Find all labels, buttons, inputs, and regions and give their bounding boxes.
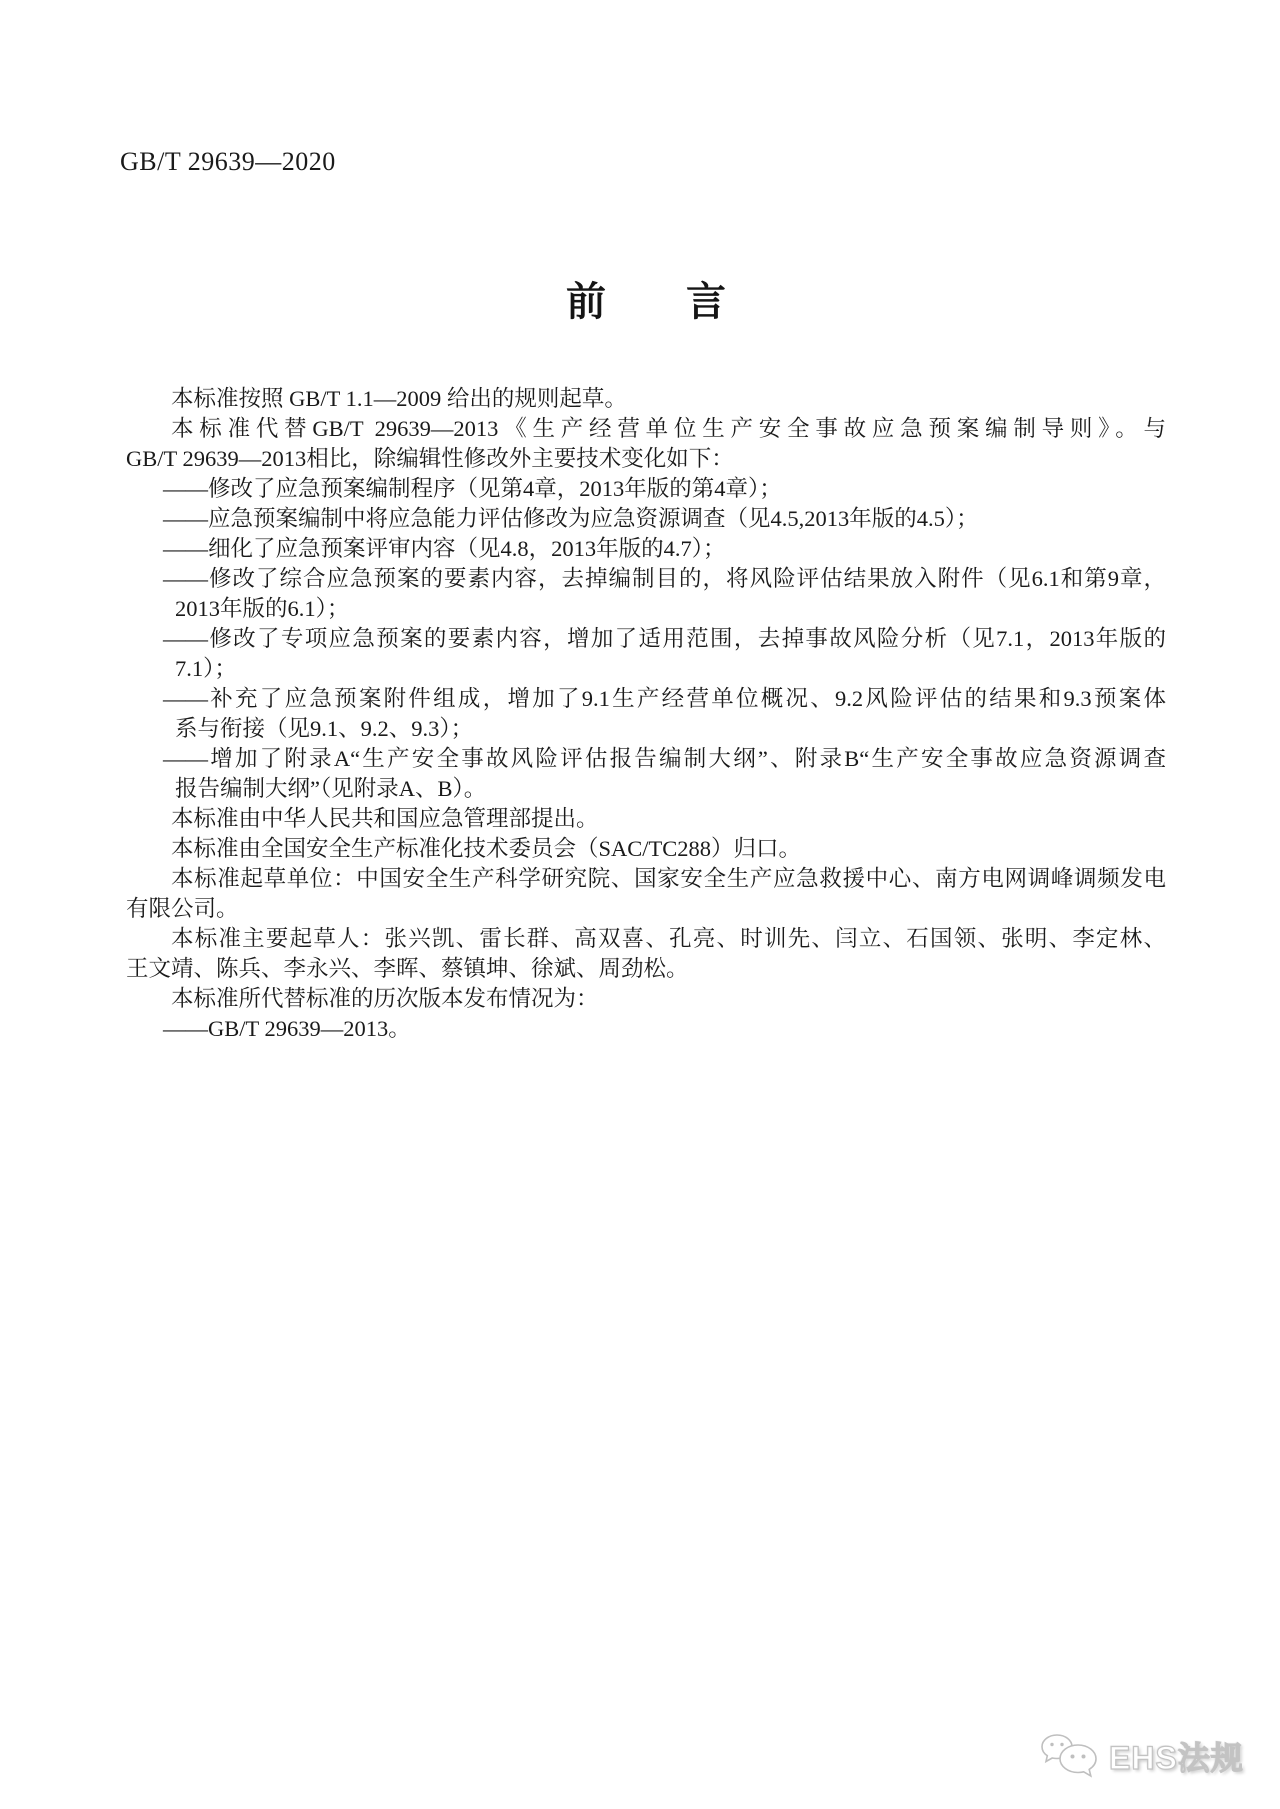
text-line: ——GB/T 29639—2013。	[163, 1016, 411, 1041]
foreword-body	[126, 384, 1166, 1044]
text-line: 本标准主要起草人：张兴凯、雷长群、高双喜、孔亮、时训先、闫立、石国领、张明、李定林、	[171, 926, 1166, 951]
watermark-label: EHS法规	[1109, 1740, 1244, 1776]
text-line: ——修改了综合应急预案的要素内容，去掉编制目的，将风险评估结果放入附件（见6.1和第9章，	[163, 566, 1166, 591]
text-line: ——应急预案编制中将应急能力评估修改为应急资源调查（见4.5,2013年版的4.5）；	[163, 506, 979, 531]
text-line: ——补充了应急预案附件组成，增加了9.1生产经营单位概况、9.2风险评估的结果和9.3预案体	[163, 686, 1166, 711]
text-line: ——修改了专项应急预案的要素内容，增加了适用范围，去掉事故风险分析（见7.1，2013年版的	[163, 626, 1166, 651]
wechat-icon	[1036, 1731, 1102, 1781]
text-line: 本标准由全国安全生产标准化技术委员会（SAC/TC288）归口。	[171, 836, 802, 861]
standard-number: GB/T 29639—2020	[120, 147, 336, 176]
text-line: ——增加了附录A“生产安全事故风险评估报告编制大纲”、附录B“生产安全事故应急资源调查	[163, 746, 1166, 771]
text-line: 王文靖、陈兵、李永兴、李晖、蔡镇坤、徐斌、周劲松。	[126, 956, 689, 981]
text-line: 本标准由中华人民共和国应急管理部提出。	[171, 806, 599, 831]
text-line: 系与衔接（见9.1、9.2、9.3）；	[175, 716, 474, 741]
text-line: 本标准代替GB/T 29639—2013《生产经营单位生产安全事故应急预案编制导则》。与	[171, 416, 1166, 441]
page-title: 前 言	[566, 280, 726, 324]
text-line: 本标准起草单位：中国安全生产科学研究院、国家安全生产应急救援中心、南方电网调峰调频发电	[171, 866, 1166, 891]
text-line: GB/T 29639—2013相比，除编辑性修改外主要技术变化如下：	[126, 446, 734, 471]
text-line: 报告编制大纲”（见附录A、B）。	[175, 776, 487, 801]
watermark	[1036, 1731, 1244, 1781]
text-line: 本标准按照 GB/T 1.1—2009 给出的规则起草。	[171, 386, 627, 411]
text-line: ——修改了应急预案编制程序（见第4章，2013年版的第4章）；	[163, 476, 782, 501]
text-line: 有限公司。	[126, 896, 239, 921]
text-line: 7.1）；	[175, 656, 237, 681]
text-line: 2013年版的6.1）；	[175, 596, 350, 621]
text-line: 本标准所代替标准的历次版本发布情况为：	[171, 986, 599, 1011]
text-line: ——细化了应急预案评审内容（见4.8，2013年版的4.7）；	[163, 536, 726, 561]
